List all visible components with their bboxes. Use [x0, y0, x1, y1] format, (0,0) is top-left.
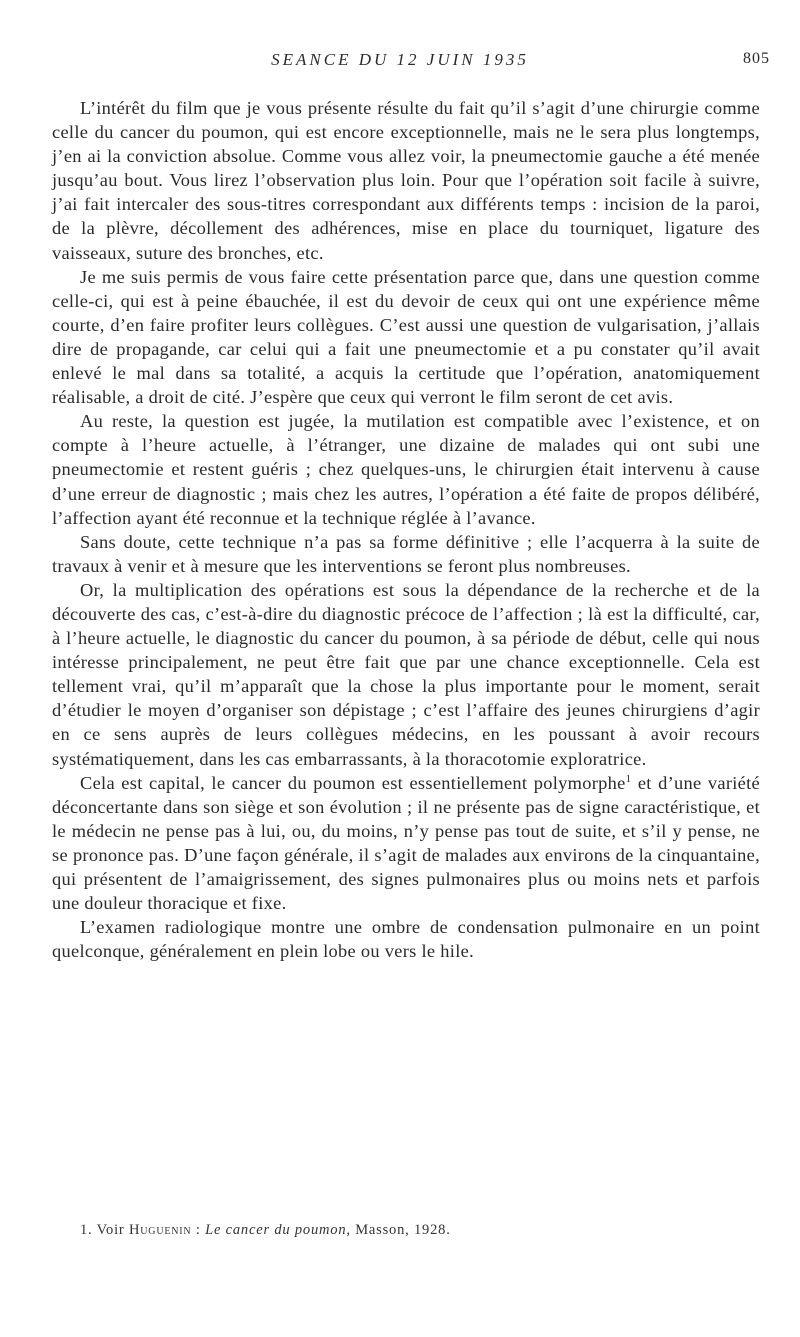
running-title: SEANCE DU 12 JUIN 1935 — [271, 50, 529, 69]
footnote-reference: 1 — [625, 772, 632, 785]
paragraph-3: Au reste, la question est jugée, la mutilation est compatible avec l’existence, et on compte à l’heure actuelle, à l’étranger, une dizaine de malades qui ont subi une pneumectomie et restent guéris ; chez quelques-uns, le chirurgien était intervenu à cause d’une erreur de diagnostic ; mais chez les autres, l’opération a été faite de propos délibéré, l’affection ayant été reconnue et la technique réglée à l’avance. — [52, 411, 760, 528]
paragraph-1: L’intérêt du film que je vous présente résulte du fait qu’il s’agit d’une chirurgie comme celle du cancer du poumon, qui est encore exceptionnelle, mais ne le sera plus longtemps, j’en ai la conviction absolue. Comme vous allez voir, la pneumectomie gauche a été menée jusqu’au bout. Vous lirez l’observation plus loin. Pour que l’opération soit facile à suivre, j’ai fait intercaler des sous-titres correspondant aux différents temps : incision de la paroi, de la plèvre, décollement des adhérences, mise en place du tourniquet, ligature des vaisseaux, suture des bronches, etc. — [52, 98, 760, 263]
paragraph-7: L’examen radiologique montre une ombre de condensation pulmonaire en un point quelconque, généralement en plein lobe ou vers le hile. — [52, 917, 760, 962]
paragraph-5: Or, la multiplication des opérations est sous la dépendance de la recherche et de la découverte des cas, c’est-à-dire du diagnostic précoce de l’affection ; là est la difficulté, car, à l’heure actuelle, le diagnostic du cancer du poumon, à sa période de début, celle qui nous intéresse principalement, ne peut être fait que par une chance exceptionnelle. Cela est tellement vrai, qu’il m’apparaît que la chose la plus importante pour le moment, serait d’étudier le moyen d’organiser son dépistage ; c’est l’affaire des jeunes chirurgiens d’agir en ce sens auprès de leurs collègues médecins, en les poussant à avoir recours systématiquement, dans les cas embarrassants, à la thoracotomie exploratrice. — [52, 579, 760, 769]
running-head — [0, 50, 800, 74]
body-text — [52, 96, 760, 963]
footnote-number: 1. — [80, 1222, 93, 1238]
paragraph-4: Sans doute, cette technique n’a pas sa forme définitive ; elle l’acquerra à la suite de travaux à venir et à mesure que les interventions se feront plus nombreuses. — [52, 531, 760, 576]
paragraph-6-end: et d’une variété déconcertante dans son siège et son évolution ; il ne présente pas de signe caractéristique, et le médecin ne pense pas à lui, ou, du moins, n’y pense pas tout de suite, et s’il y pense, ne se prononce pas. D’une façon générale, il s’agit de malades aux environs de la cinquantaine, qui présentent de l’amaigrissement, des signes pulmonaires plus ou moins nets et parfois une douleur thoracique et fixe. — [52, 772, 760, 914]
paragraph-6 — [52, 771, 760, 916]
footnote — [80, 1222, 760, 1239]
paragraph-2: Je me suis permis de vous faire cette présentation parce que, dans une question comme celle-ci, qui est à peine ébauchée, il est du devoir de ceux qui ont une expérience même courte, d’en faire profiter leurs collègues. C’est aussi une question de vulgarisation, j’allais dire de propagande, car celui qui a fait une pneumectomie et a pu constater qu’il avait enlevé le mal dans sa totalité, a acquis la certitude que l’opération, anatomiquement réalisable, a droit de cité. J’espère que ceux qui verront le film seront de cet avis. — [52, 266, 760, 408]
footnote-author: Huguenin — [129, 1222, 192, 1238]
footnote-publisher: , Masson, 1928. — [346, 1222, 451, 1238]
footnote-separator: : — [191, 1222, 206, 1238]
footnote-prefix: Voir — [96, 1222, 125, 1238]
footnote-title: Le cancer du poumon — [205, 1222, 347, 1238]
paragraph-6-start: Cela est capital, le cancer du poumon est essentiellement polymorphe — [80, 772, 626, 793]
page-number: 805 — [743, 50, 770, 67]
